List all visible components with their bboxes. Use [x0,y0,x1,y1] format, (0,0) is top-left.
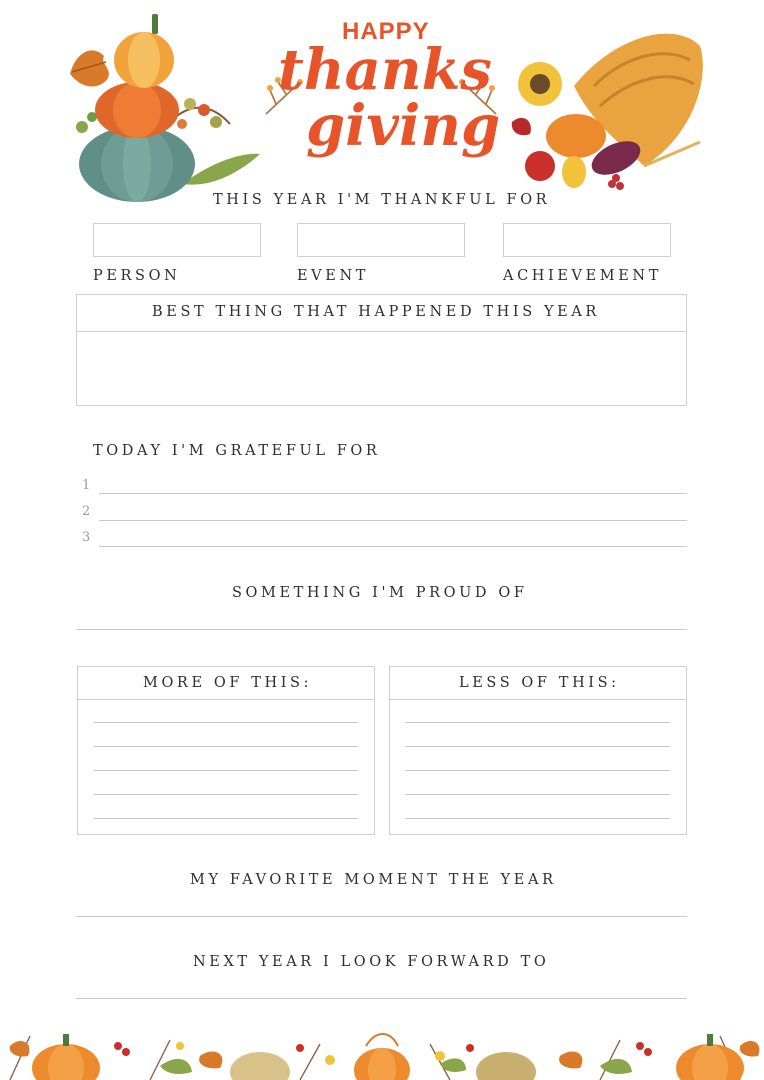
more-line-1[interactable] [94,722,358,723]
autumn-border-illustration [0,1016,764,1080]
less-line-2[interactable] [405,746,670,747]
thanksgiving-title-logo [258,14,504,180]
grateful-number-2: 2 [82,504,91,519]
next-year-line[interactable] [76,998,687,999]
grateful-line-2[interactable] [99,520,687,521]
achievement-input-box[interactable] [503,223,671,257]
person-label: PERSON [93,268,181,284]
favorite-moment-line[interactable] [76,916,687,917]
proud-line[interactable] [76,629,687,630]
less-of-this-heading: LESS OF THIS: [459,675,620,691]
grateful-number-1: 1 [82,478,91,493]
event-input-box[interactable] [297,223,465,257]
achievement-label: ACHIEVEMENT [503,268,662,284]
grateful-line-1[interactable] [99,493,687,494]
less-line-1[interactable] [405,722,670,723]
thankful-for-heading: THIS YEAR I'M THANKFUL FOR [213,192,551,208]
best-thing-heading: BEST THING THAT HAPPENED THIS YEAR [152,304,600,320]
grateful-heading: TODAY I'M GRATEFUL FOR [93,443,381,459]
more-line-2[interactable] [94,746,358,747]
cornucopia-illustration [504,26,708,206]
less-line-3[interactable] [405,770,670,771]
next-year-heading: NEXT YEAR I LOOK FORWARD TO [193,954,550,970]
more-of-this-box[interactable] [77,666,375,835]
more-of-this-heading: MORE OF THIS: [143,675,313,691]
pumpkin-stack-illustration [62,12,262,207]
favorite-moment-heading: MY FAVORITE MOMENT THE YEAR [190,872,557,888]
person-input-box[interactable] [93,223,261,257]
event-label: EVENT [297,268,369,284]
happy-text: HAPPY [342,18,430,45]
less-line-5[interactable] [405,818,670,819]
proud-heading: SOMETHING I'M PROUD OF [232,585,528,601]
more-line-4[interactable] [94,794,358,795]
thanks-text: thanks [278,37,492,103]
grateful-line-3[interactable] [99,546,687,547]
less-of-this-box[interactable] [389,666,687,835]
less-line-4[interactable] [405,794,670,795]
more-line-5[interactable] [94,818,358,819]
more-line-3[interactable] [94,770,358,771]
grateful-number-3: 3 [82,530,91,545]
giving-text: giving [306,93,501,159]
